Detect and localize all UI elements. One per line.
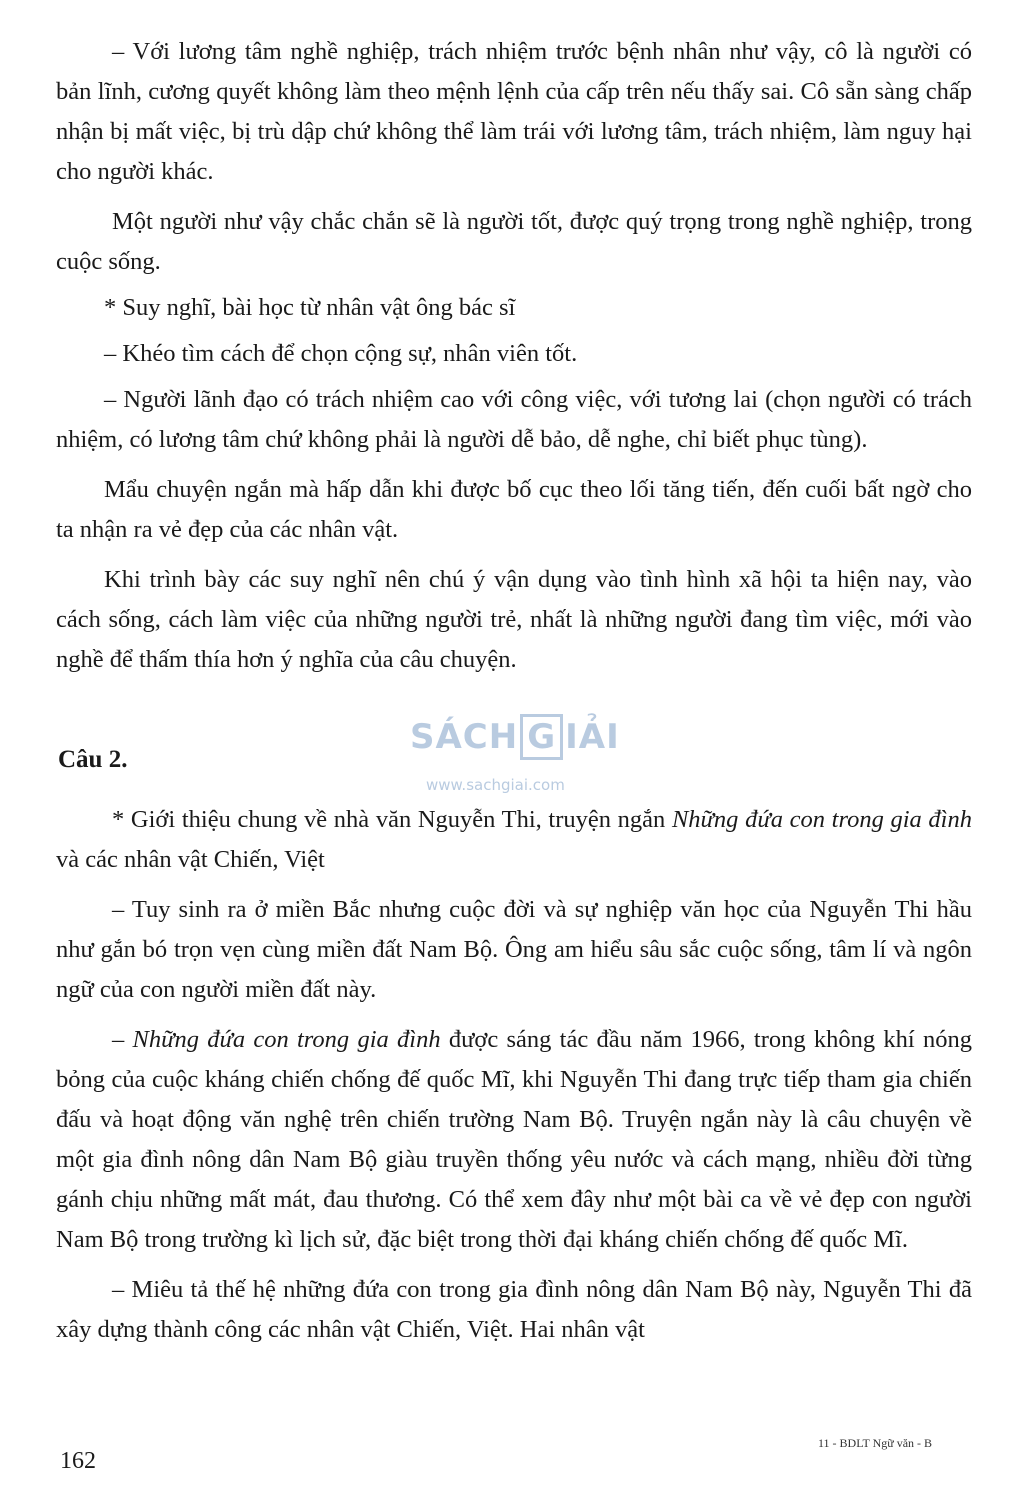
- footer-note: 11 - BDLT Ngữ văn - B: [818, 1436, 933, 1450]
- text-block-top: [56, 32, 972, 680]
- paragraph-story-structure: Mẩu chuyện ngắn mà hấp dẫn khi được bố cục theo lối tăng tiến, đến cuối bất ngờ cho ta nhận ra vẻ đẹp của các nhân vật.: [56, 476, 972, 543]
- page-number: 162: [60, 1448, 96, 1474]
- paragraph-biography: – Tuy sinh ra ở miền Bắc nhưng cuộc đời và sự nghiệp văn học của Nguyễn Thi hầu như gắn bó trọn vẹn cùng miền đất Nam Bộ. Ông am hiểu sâu sắc cuộc sống, tâm lí và ngôn ngữ của con người miền đất này.: [56, 896, 972, 1003]
- book-title: Những đứa con trong gia đình: [671, 806, 972, 833]
- watermark-url: www.sachgiai.com: [426, 776, 565, 794]
- book-title-lead: – Những đứa con trong gia đình: [112, 1026, 441, 1053]
- question-heading: Câu 2.: [58, 746, 128, 773]
- paragraph-leader: – Người lãnh đạo có trách nhiệm cao với công việc, với tương lai (chọn người có trách nhiệm, có lương tâm chứ không phải là người dễ bảo, dễ nghe, chỉ biết phục tùng).: [56, 386, 972, 453]
- text-block-bottom: [56, 800, 972, 1350]
- paragraph-good-person: Một người như vậy chắc chắn sẽ là người tốt, được quý trọng trong nghề nghiệp, trong cuộc sống.: [56, 208, 972, 275]
- paragraph-doctor-lesson: * Suy nghĩ, bài học từ nhân vật ông bác sĩ: [104, 294, 516, 321]
- paragraph-characters: – Miêu tả thế hệ những đứa con trong gia đình nông dân Nam Bộ này, Nguyễn Thi đã xây dựng thành công các nhân vật Chiến, Việt. Hai nhân vật: [56, 1276, 972, 1343]
- paragraph-intro: * Giới thiệu chung về nhà văn Nguyễn Thi, truyện ngắn Những đứa con trong gia đình và các nhân vật Chiến, Việt: [56, 806, 972, 873]
- paragraph-work: – Những đứa con trong gia đình được sáng tác đầu năm 1966, trong không khí nóng bỏng của cuộc kháng chiến chống đế quốc Mĩ, khi Nguyễn Thi đang trực tiếp tham gia chiến đấu và hoạt động văn nghệ trên chiến trường Nam Bộ. Truyện ngắn này là câu chuyện về một gia đình nông dân Nam Bộ giàu truyền thống yêu nước và cách mạng, nhiều đời từng gánh chịu những mất mát, đau thương. Có thể xem đây như một bài ca về vẻ đẹp con người Nam Bộ trong trường kì lịch sử, đặc biệt trong thời đại kháng chiến chống đế quốc Mĩ.: [56, 1026, 972, 1253]
- paragraph-application: Khi trình bày các suy nghĩ nên chú ý vận dụng vào tình hình xã hội ta hiện nay, vào cách sống, cách làm việc của những người trẻ, nhất là những người đang tìm việc, mới vào nghề để thấm thía hơn ý nghĩa của câu chuyện.: [56, 566, 972, 673]
- paragraph-choose-colleagues: – Khéo tìm cách để chọn cộng sự, nhân viên tốt.: [104, 340, 578, 367]
- watermark: [404, 706, 624, 798]
- paragraph-conscience: – Với lương tâm nghề nghiệp, trách nhiệm trước bệnh nhân như vậy, cô là người có bản lĩnh, cương quyết không làm theo mệnh lệnh của cấp trên nếu thấy sai. Cô sẵn sàng chấp nhận bị mất việc, bị trù dập chứ không thể làm trái với lương tâm, trách nhiệm, làm nguy hại cho người khác.: [56, 38, 972, 185]
- watermark-logo: SÁCH G IẢI: [410, 714, 620, 760]
